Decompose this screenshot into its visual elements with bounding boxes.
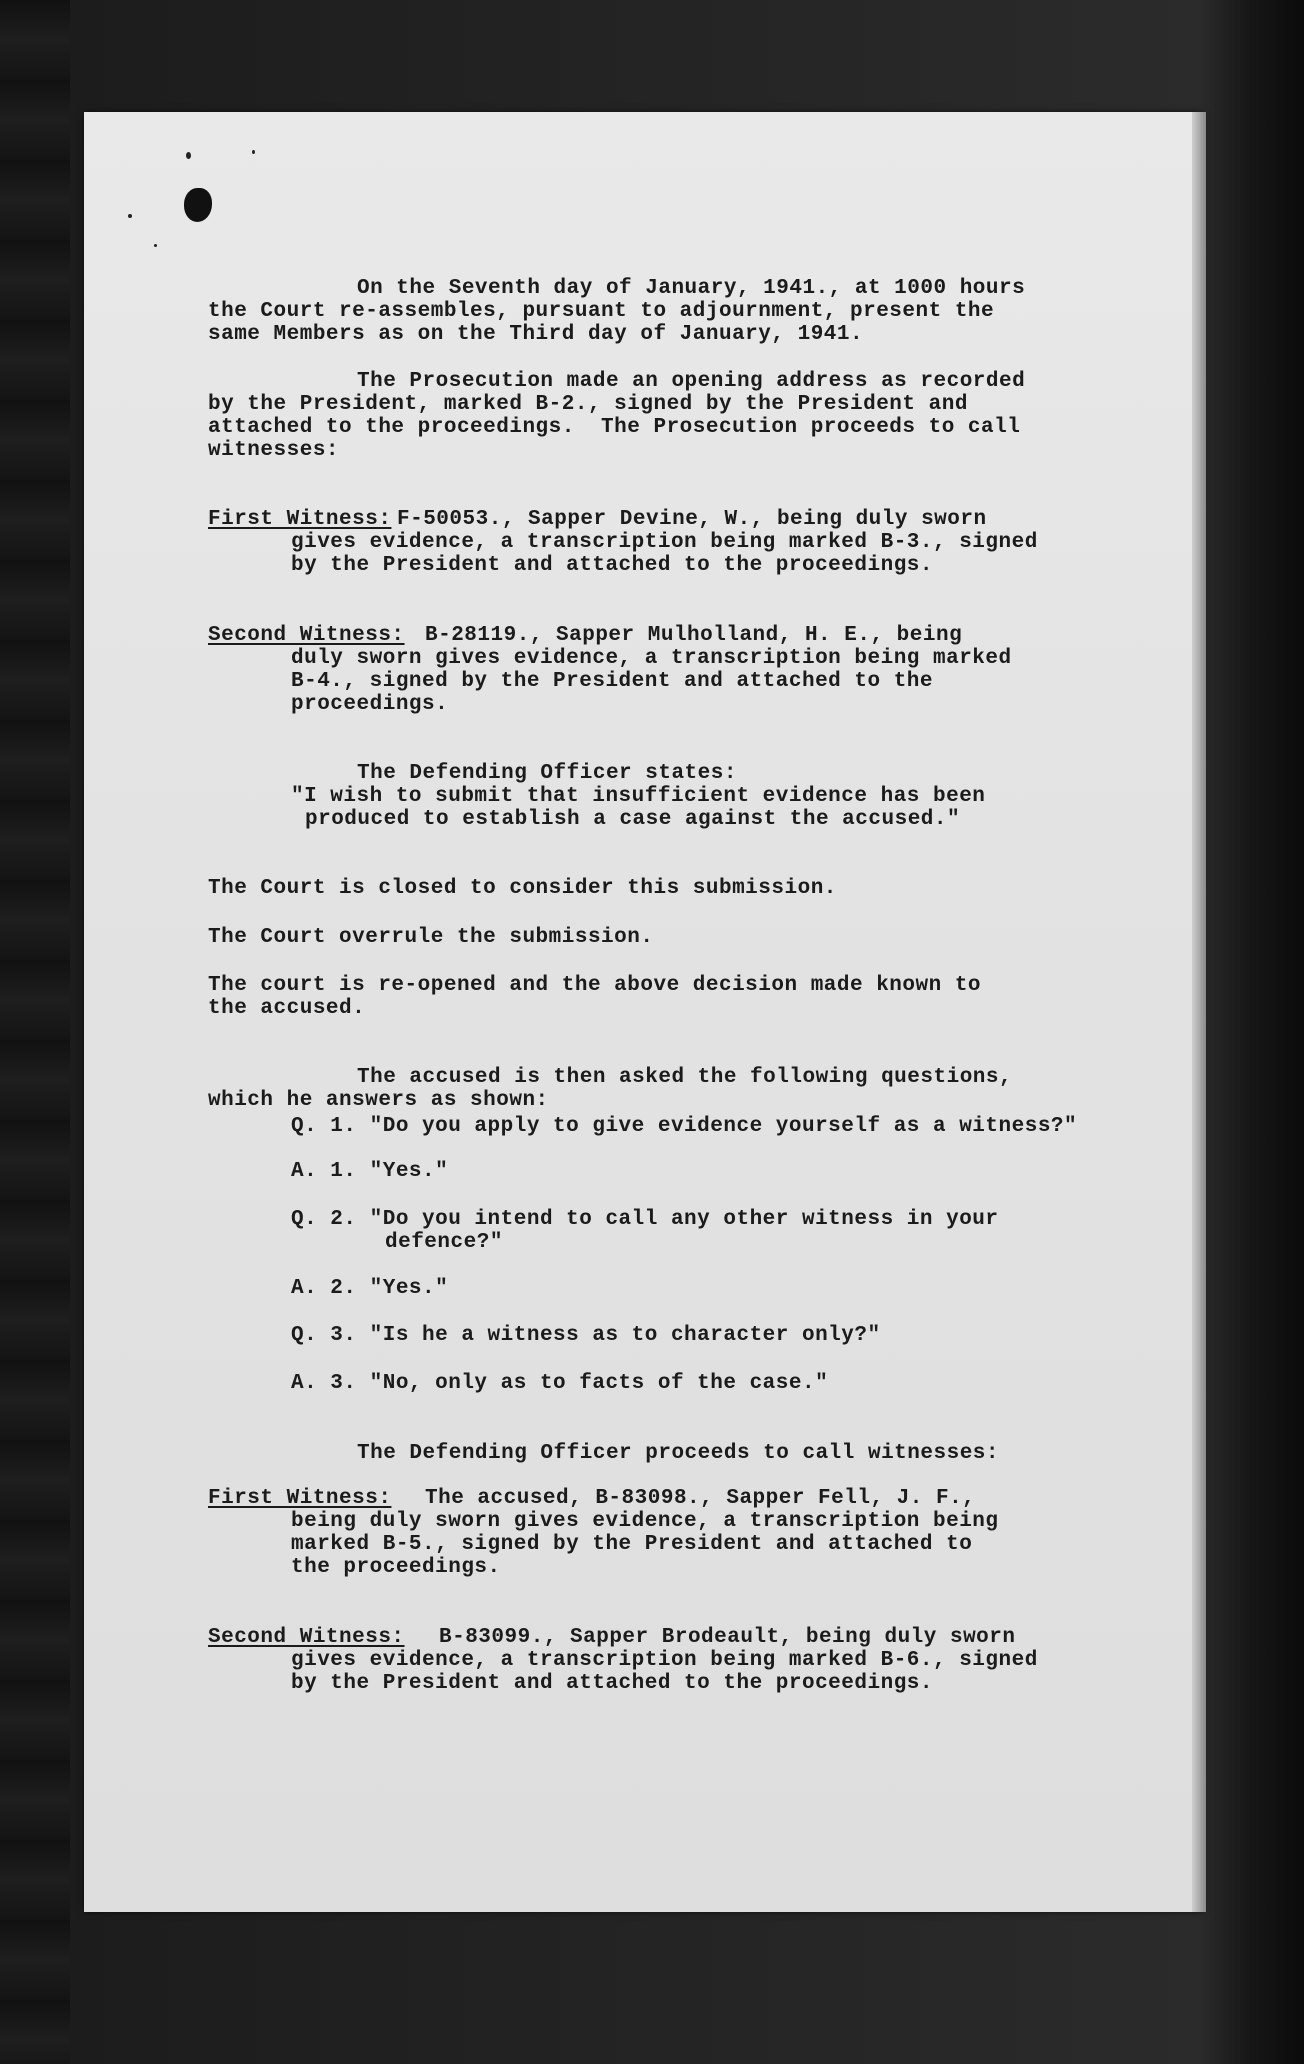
witness-label: First Witness: <box>208 508 392 531</box>
text-line: gives evidence, a transcription being marked B-3., signed <box>291 531 1038 554</box>
court-closed-line: The Court is closed to consider this submission. <box>208 877 837 900</box>
text-line: On the Seventh day of January, 1941., at 1000 hours <box>357 277 1026 300</box>
ink-speck <box>128 214 132 218</box>
question-2: Q. 2. "Do you intend to call any other witness in your <box>291 1208 999 1231</box>
question-3: Q. 3. "Is he a witness as to character only?" <box>291 1324 881 1347</box>
ink-speck <box>186 152 191 159</box>
court-overrule-line: The Court overrule the submission. <box>208 926 654 949</box>
text-line: the accused. <box>208 997 366 1020</box>
ink-speck <box>154 244 157 247</box>
witness-label: Second Witness: <box>208 624 405 647</box>
question-1: Q. 1. "Do you apply to give evidence yourself as a witness?" <box>291 1115 1078 1138</box>
text-line: being duly sworn gives evidence, a transcription being <box>291 1510 999 1533</box>
answer-1: A. 1. "Yes." <box>291 1160 449 1183</box>
text-line: duly sworn gives evidence, a transcription being marked <box>291 647 1012 670</box>
text-line: F-50053., Sapper Devine, W., being duly sworn <box>397 508 987 531</box>
answer-2: A. 2. "Yes." <box>291 1277 449 1300</box>
text-line: witnesses: <box>208 439 340 462</box>
text-line: which he answers as shown: <box>208 1089 549 1112</box>
text-line: The court is re-opened and the above decision made known to <box>208 974 982 997</box>
text-line: The Prosecution made an opening address as recorded <box>357 370 1026 393</box>
quote-line: "I wish to submit that insufficient evidence has been <box>291 785 986 808</box>
text-line: by the President and attached to the proceedings. <box>291 1672 934 1695</box>
text-line: The Defending Officer states: <box>357 762 737 785</box>
answer-3: A. 3. "No, only as to facts of the case." <box>291 1372 829 1395</box>
page-edge-shadow <box>1192 112 1206 1912</box>
text-line: attached to the proceedings. The Prosecution proceeds to call <box>208 416 1021 439</box>
text-line: B-4., signed by the President and attached to the <box>291 670 934 693</box>
witness-label: First Witness: <box>208 1487 392 1510</box>
quote-line: produced to establish a case against the accused." <box>305 808 961 831</box>
question-2-cont: defence?" <box>385 1231 503 1254</box>
defence-calls-line: The Defending Officer proceeds to call witnesses: <box>357 1442 1000 1465</box>
text-line: B-28119., Sapper Mulholland, H. E., being <box>425 624 963 647</box>
text-line: same Members as on the Third day of January, 1941. <box>208 323 864 346</box>
text-line: gives evidence, a transcription being marked B-6., signed <box>291 1649 1038 1672</box>
text-line: B-83099., Sapper Brodeault, being duly sworn <box>439 1626 1016 1649</box>
text-line: the proceedings. <box>291 1556 501 1579</box>
ink-speck <box>252 150 255 154</box>
text-line: the Court re-assembles, pursuant to adjournment, present the <box>208 300 995 323</box>
text-line: proceedings. <box>291 693 449 716</box>
witness-label: Second Witness: <box>208 1626 405 1649</box>
text-line: by the President, marked B-2., signed by the President and <box>208 393 968 416</box>
text-line: marked B-5., signed by the President and attached to <box>291 1533 973 1556</box>
text-line: The accused, B-83098., Sapper Fell, J. F., <box>425 1487 976 1510</box>
text-line: by the President and attached to the proceedings. <box>291 554 934 577</box>
film-edge <box>0 0 70 2064</box>
text-line: The accused is then asked the following questions, <box>357 1066 1013 1089</box>
